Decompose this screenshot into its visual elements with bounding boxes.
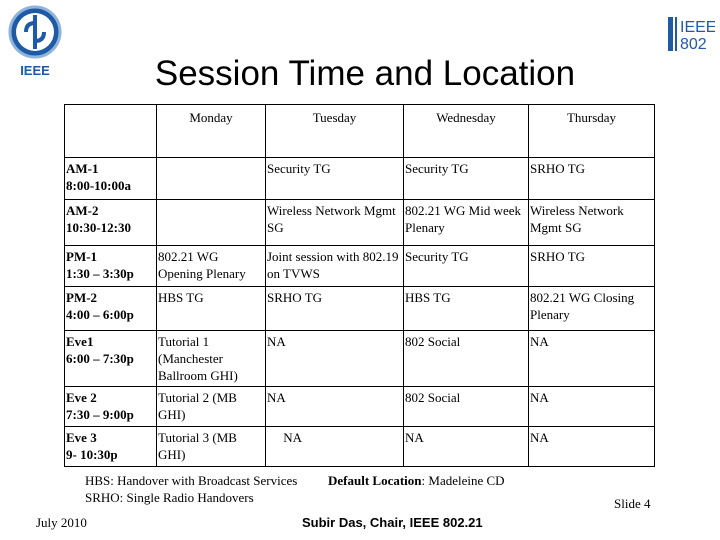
note-srho: SRHO: Single Radio Handovers bbox=[85, 490, 254, 505]
time-slot-hours: 9- 10:30p bbox=[66, 447, 118, 462]
table-row bbox=[65, 158, 655, 200]
default-location-label: Default Location bbox=[328, 473, 422, 488]
table-row bbox=[65, 246, 655, 287]
time-slot-name: PM-2 bbox=[66, 290, 98, 305]
cell-monday bbox=[157, 158, 266, 200]
slide-number: Slide 4 bbox=[614, 496, 651, 511]
cell-tuesday: Joint session with 802.19 on TVWS bbox=[266, 246, 404, 287]
header-time bbox=[65, 105, 157, 158]
default-location-value: : Madeleine CD bbox=[421, 473, 505, 488]
cell-thursday: SRHO TG bbox=[529, 246, 655, 287]
cell-monday bbox=[157, 200, 266, 246]
cell-monday: Tutorial 2 (MB GHI) bbox=[157, 387, 266, 427]
table-header-row bbox=[65, 105, 655, 158]
cell-thursday: 802.21 WG Closing Plenary bbox=[529, 287, 655, 331]
cell-wednesday: NA bbox=[404, 427, 529, 467]
cell-tuesday: Security TG bbox=[266, 158, 404, 200]
cell-thursday: NA bbox=[529, 387, 655, 427]
time-slot-name: Eve 2 bbox=[66, 390, 97, 405]
time-slot bbox=[65, 427, 157, 467]
time-slot bbox=[65, 331, 157, 387]
table-row bbox=[65, 387, 655, 427]
cell-thursday: Wireless Network Mgmt SG bbox=[529, 200, 655, 246]
ieee-logo-text: IEEE bbox=[20, 63, 50, 78]
cell-monday: Tutorial 3 (MB GHI) bbox=[157, 427, 266, 467]
time-slot-name: AM-1 bbox=[66, 161, 99, 176]
header-thursday: Thursday bbox=[529, 105, 655, 158]
cell-monday: HBS TG bbox=[157, 287, 266, 331]
note-default-location bbox=[328, 472, 505, 489]
cell-monday: Tutorial 1 (Manchester Ballroom GHI) bbox=[157, 331, 266, 387]
cell-wednesday: Security TG bbox=[404, 246, 529, 287]
header-monday: Monday bbox=[157, 105, 266, 158]
time-slot bbox=[65, 200, 157, 246]
cell-wednesday: 802 Social bbox=[404, 331, 529, 387]
note-hbs: HBS: Handover with Broadcast Services bbox=[85, 473, 298, 488]
time-slot-name: AM-2 bbox=[66, 203, 99, 218]
time-slot-name: PM-1 bbox=[66, 249, 98, 264]
time-slot bbox=[65, 387, 157, 427]
cell-tuesday: Wireless Network Mgmt SG bbox=[266, 200, 404, 246]
time-slot bbox=[65, 287, 157, 331]
cell-monday: 802.21 WG Opening Plenary bbox=[157, 246, 266, 287]
time-slot-name: Eve 3 bbox=[66, 430, 97, 445]
header-wednesday: Wednesday bbox=[404, 105, 529, 158]
cell-wednesday: Security TG bbox=[404, 158, 529, 200]
cell-thursday: NA bbox=[529, 427, 655, 467]
schedule-table bbox=[64, 104, 655, 467]
time-slot-name: Eve1 bbox=[66, 334, 94, 349]
cell-wednesday: 802 Social bbox=[404, 387, 529, 427]
cell-tuesday: SRHO TG bbox=[266, 287, 404, 331]
time-slot bbox=[65, 158, 157, 200]
header-tuesday: Tuesday bbox=[266, 105, 404, 158]
footer-date: July 2010 bbox=[36, 515, 87, 530]
time-slot bbox=[65, 246, 157, 287]
table-row bbox=[65, 331, 655, 387]
time-slot-hours: 7:30 – 9:00p bbox=[66, 407, 134, 422]
footer-author: Subir Das, Chair, IEEE 802.21 bbox=[302, 515, 483, 530]
time-slot-hours: 10:30-12:30 bbox=[66, 220, 131, 235]
ieee-802-line2: 802 bbox=[680, 36, 707, 53]
time-slot-hours: 8:00-10:00a bbox=[66, 178, 131, 193]
ieee-802-line1: IEEE bbox=[680, 19, 715, 36]
time-slot-hours: 4:00 – 6:00p bbox=[66, 307, 134, 322]
cell-tuesday: NA bbox=[266, 331, 404, 387]
cell-thursday: SRHO TG bbox=[529, 158, 655, 200]
table-row bbox=[65, 427, 655, 467]
cell-wednesday: HBS TG bbox=[404, 287, 529, 331]
cell-thursday: NA bbox=[529, 331, 655, 387]
table-row bbox=[65, 287, 655, 331]
time-slot-hours: 1:30 – 3:30p bbox=[66, 266, 134, 281]
time-slot-hours: 6:00 – 7:30p bbox=[66, 351, 134, 366]
ieee-802-logo bbox=[667, 15, 715, 53]
page-title: Session Time and Location bbox=[154, 54, 576, 93]
cell-tuesday: NA bbox=[266, 427, 404, 467]
cell-tuesday: NA bbox=[266, 387, 404, 427]
table-row bbox=[65, 200, 655, 246]
cell-wednesday: 802.21 WG Mid week Plenary bbox=[404, 200, 529, 246]
